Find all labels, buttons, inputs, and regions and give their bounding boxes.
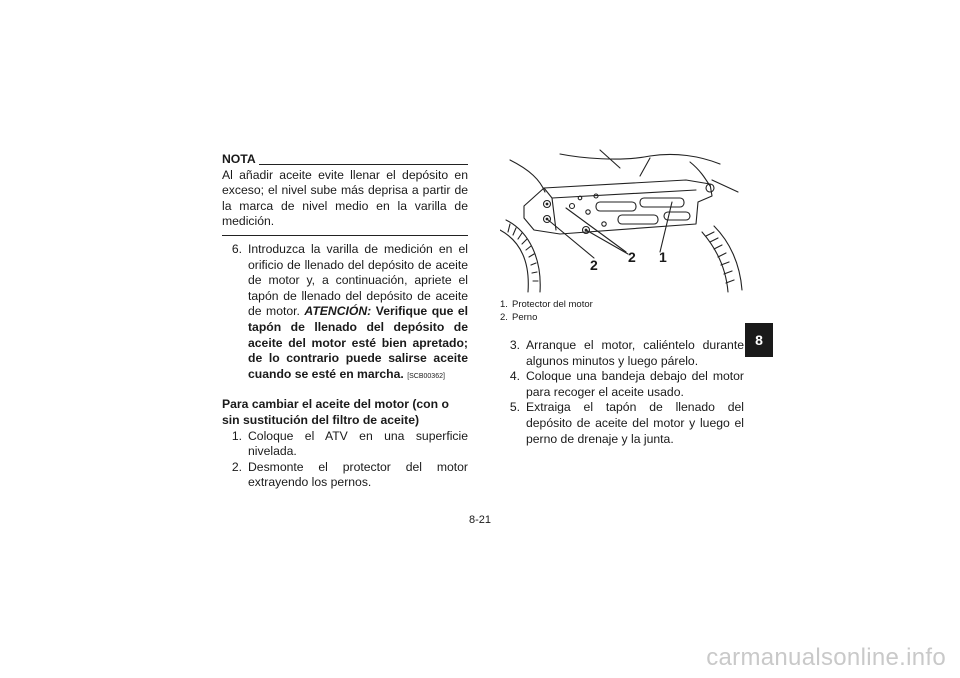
list-item: [222, 429, 468, 460]
step-number: 2.: [231, 459, 242, 474]
step-number: 1.: [231, 428, 242, 443]
chapter-tab: 8: [745, 323, 773, 357]
engine-guard-illustration: [500, 140, 744, 295]
reference-code: [SCB00362]: [407, 372, 445, 380]
note-text: Al añadir aceite evite llenar el depósito en exceso; el nivel sube más deprisa a partir de la marca de nivel medio en la varilla de medición.: [222, 167, 468, 229]
figure-captions: [500, 299, 744, 324]
warning-label: ATENCIÓN:: [304, 304, 372, 319]
right-column: [500, 140, 744, 447]
caption-item: [500, 299, 744, 312]
note-header: [222, 152, 468, 168]
note-end-rule: [222, 235, 468, 236]
caption-item: [500, 312, 744, 325]
callout-engine-guard: 1: [659, 249, 667, 265]
caption-number: 1.: [500, 299, 508, 310]
caption-number: 2.: [500, 311, 508, 323]
note-rule: [259, 164, 468, 165]
step-number: 3.: [509, 338, 520, 352]
step-number: 5.: [509, 400, 520, 415]
section-title: Para cambiar el aceite del motor (con o sin sustitución del filtro de aceite): [222, 397, 449, 427]
list-item: [500, 338, 744, 369]
step-list-continued: [222, 242, 468, 384]
list-item: [500, 369, 744, 400]
watermark: carmanualsonline.info: [706, 644, 946, 671]
step-text: Coloque una bandeja debajo del motor para recoger el aceite usado.: [526, 369, 744, 399]
step-number: 6.: [231, 241, 242, 256]
engine-guard-drawing: [500, 140, 744, 295]
step-text: Arranque el motor, caliéntelo durante algunos minutos y luego párelo.: [526, 338, 744, 368]
list-item: [222, 460, 468, 491]
caption-text: Perno: [512, 311, 538, 323]
callout-bolt-left: 2: [590, 257, 598, 273]
step-text: Desmonte el protector del motor extrayendo los pernos.: [248, 459, 468, 490]
callout-bolt-right: 2: [628, 249, 636, 265]
step-list: [222, 429, 468, 491]
step-text: [248, 242, 468, 384]
list-item: [222, 242, 468, 384]
step-text: Extraiga el tapón de llenado del depósito de aceite del motor y luego el perno de drenaje y la junta.: [526, 400, 744, 446]
step-text: Coloque el ATV en una superficie nivelada.: [248, 428, 468, 459]
page-number: 8-21: [468, 514, 492, 526]
step-list-right: [500, 338, 744, 447]
note-label: NOTA: [222, 152, 256, 166]
left-column: [222, 152, 468, 491]
step-instruction: Introduzca la varilla de medición en el orificio de llenado del depósito de aceite de motor y, a continuación, apriete el tapón de llenado del depósito de aceite de motor.: [248, 241, 468, 319]
caption-text: Protector del motor: [512, 299, 593, 310]
list-item: [500, 400, 744, 447]
warning-text: Verifique que el tapón de llenado del depósito de aceite del motor esté bien apretado; de lo contrario puede salirse aceite cuando se esté en marcha.: [248, 304, 469, 381]
step-number: 4.: [509, 369, 520, 384]
